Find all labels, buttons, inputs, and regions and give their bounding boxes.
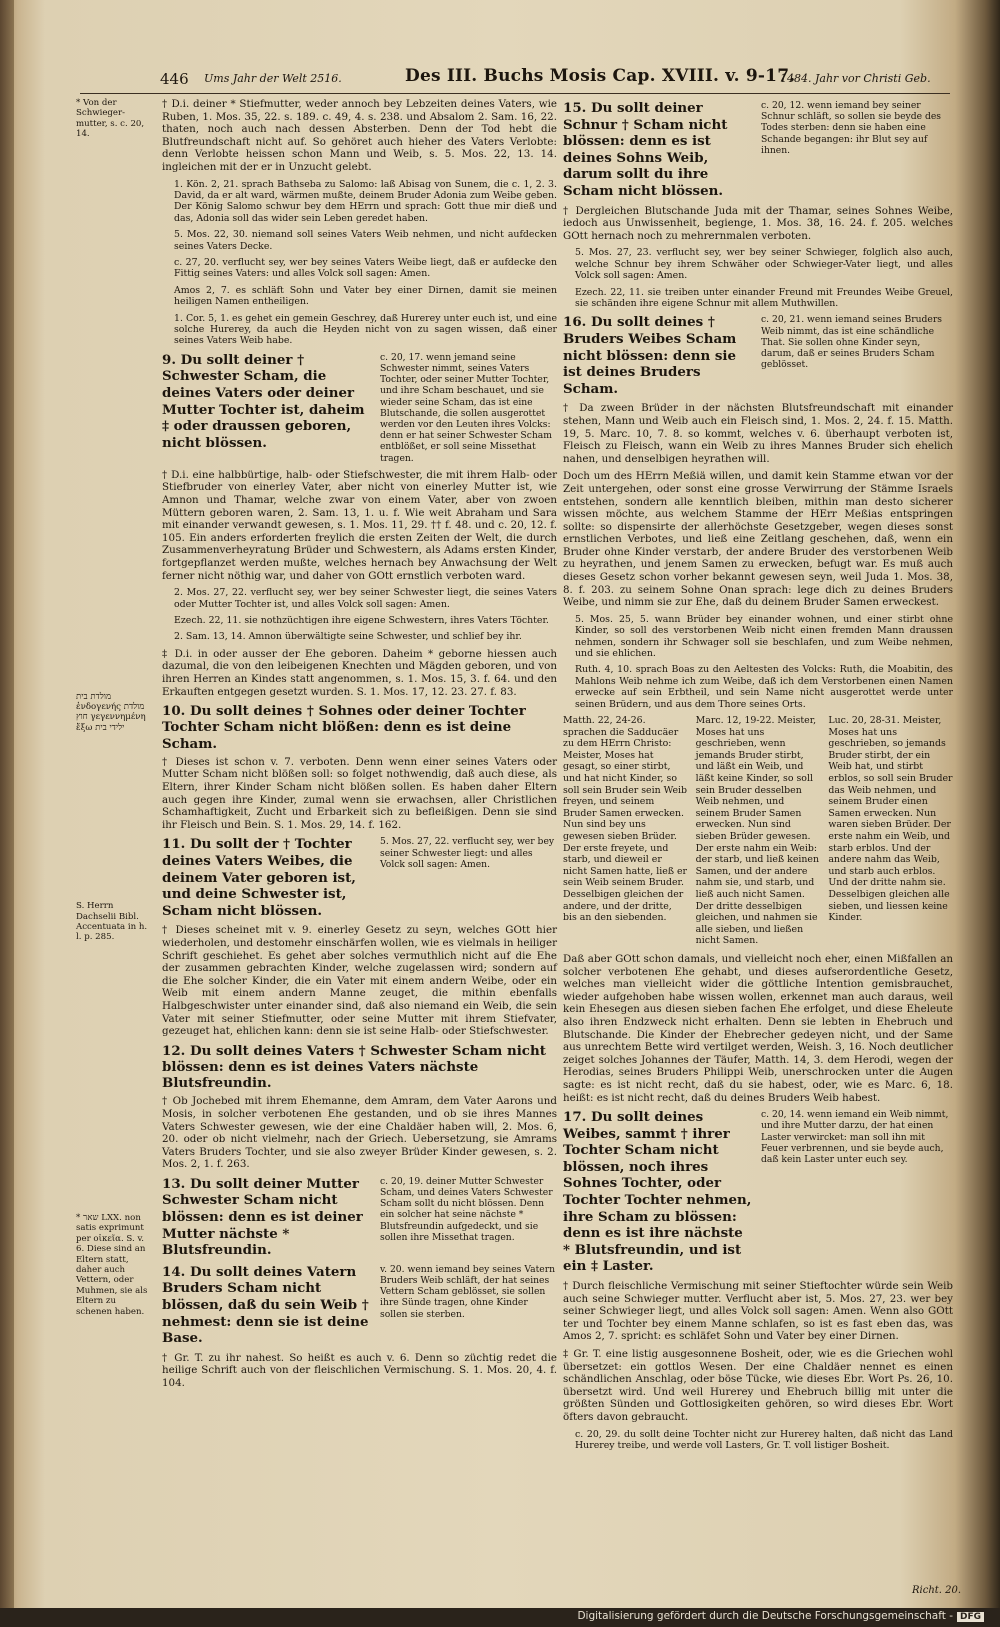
note-paragraph: ‡ D.i. in oder ausser der Ehe geboren. Daheim * geborne hiessen auch dazumal, die von den leibeigenen Knechten und Mägden geboren, und von ihren Herren an Kindes statt angenommen, s. 1. Mos. 15, 3. f. 64. und den Erkauften entgegen gesetzt wurden. S. 1. Mos. 17, 12. 23. 27. f. 83. <box>162 647 557 698</box>
note-paragraph: † Ob Jochebed mit ihrem Ehemanne, dem Amram, dem Vater Aarons und Mosis, in solcher verbotenen Ehe gestanden, und ob sie ihres Mannes Vaters Schwester gewesen, wie der eine Chaldäer haben will, 2. Mos. 6, 20. oder ob nicht vielmehr, nach der Griech. Uebersetzung, sie Amrams Vaters Bruders Tochter, und sie also zweyer Brüder Kinder gewesen, s. 2. Mos. 2, 1. f. 263. <box>162 1095 557 1171</box>
cross-reference: 2. Mos. 27, 22. verflucht sey, wer bey seiner Schwester liegt, die seines Vaters oder Mutter Tochter ist, und alles Volck soll sagen: Amen. <box>174 587 557 610</box>
verse-15-reference: c. 20, 12. wenn iemand bey seiner Schnur schläft, so sollen sie beyde des Todes sterben: denn sie haben eine Schande begangen: ihr Blut sey auf ihnen. <box>761 100 941 156</box>
catchword: Richt. 20. <box>912 1585 962 1596</box>
verse-15-block <box>563 100 953 200</box>
verse-16-block <box>563 314 953 397</box>
verse-13-reference: c. 20, 19. deiner Mutter Schwester Scham, und deines Vaters Schwester Scham sollt du nicht blössen. Denn ein solcher hat seine nächste * Blutsfreundin aufgedeckt, und sie sollen ihre Missethat tragen. <box>380 1175 553 1243</box>
right-column <box>563 98 953 1456</box>
verse-9-block <box>162 352 557 464</box>
gospel-matthew: Matth. 22, 24-26. sprachen die Sadducäer zu dem HErrn Christo: Meister, Moses hat gesagt, so einer stirbt, und hat nicht Kinder, so soll sein Bruder sein Weib freyen, und seinem Bruder Samen erwecken. Nun sind bey uns gewesen sieben Brüder. Der erste freyete, und starb, und dieweil er nicht Samen hatte, ließ er sein Weib seinem Bruder. Desselbigen gleichen der andere, und der dritte, bis an den siebenden. <box>563 715 688 924</box>
verse-12: 12. Du sollt deines Vaters † Schwester Scham nicht blössen: denn es ist deines Vaters nächste Blutsfreundin. <box>162 1042 546 1092</box>
page-header <box>160 66 950 96</box>
verse-16-reference: c. 20, 21. wenn iemand seines Bruders Weib nimmt, das ist eine schändliche That. Sie sollen ohne Kinder seyn, darum, daß er seines Bruders Scham geblösset. <box>761 314 942 371</box>
verse-17: 17. Du sollt deines Weibes, sammt † ihrer Tochter Scham nicht blössen, noch ihres Sohnes Tochter, oder Tochter Tochter nehmen, ihre Scham zu blössen: denn es ist ihre nächste * Blutsfreundin, und ist ein ‡ Laster. <box>563 1109 752 1275</box>
margin-note: S. Herrn Dachselii Bibl. Accentuata in h. l. p. 285. <box>76 901 148 943</box>
cross-reference: 1. Cor. 5, 1. es gehet ein gemein Geschrey, daß Hurerey unter euch ist, und eine solche Hurerey, da auch die Heyden nicht von zu sagen wissen, daß einer seines Vaters Weib habe. <box>174 312 557 347</box>
note-paragraph: † D.i. eine halbbürtige, halb- oder Stiefschwester, die mit ihrem Halb- oder Stiefbruder von einerley Vater, aber nicht von einerley Mutter ist, wie Amnon und Thamar, welche zwar von einem Vater, aber von zwoen Müttern geboren waren, 2. Sam. 13, 1. u. f. Wie weit Abraham und Sara mit einander verwandt gewesen, s. 1. Mos. 11, 29. †† f. 48. und c. 20, 12. f. 105. Ein anders erforderten freylich die ersten Zeiten der Welt, die durch Zusammenverheyratung Brüder und Schwestern, als Adams ersten Kinder, fortgepflanzet werden mußte, welches hernach bey Anwachsung der Welt ferner nicht nöthig war, und daher von GOtt ernstlich verboten ward. <box>162 468 557 582</box>
verse-11-reference: 5. Mos. 27, 22. verflucht sey, wer bey seiner Schwester liegt: und alles Volck soll sagen: Amen. <box>380 836 555 870</box>
digitization-footer <box>577 1610 984 1622</box>
margin-note: מולדת בית ἐνδογενής מולדת חוץ γεγεννημένη ἔξω ילידי בית <box>76 691 146 733</box>
margin-note: * שאר LXX. non satis exprimunt per οἰκεῖα. S. v. 6. Diese sind an Eltern statt, daher auch Vettern, oder Muhmen, sie als Eltern zu schenen haben. <box>76 1212 148 1317</box>
verse-11-block <box>162 836 557 919</box>
note-paragraph: † Durch fleischliche Vermischung mit seiner Stieftochter würde sein Weib auch seine Schwieger mutter. Verflucht aber ist, 5. Mos. 27, 23. wer bey seiner Schwieger liegt, und alles Volck soll sagen: Amen. Wenn also GOtt ter und Tochter bey einem Manne schlafen, so ist es fast eben das, was Amos 2, 7. spricht: es schläfet Sohn und Vater bey einer Dirnen. <box>563 1280 953 1343</box>
note-paragraph: ‡ Gr. T. eine listig ausgesonnene Bosheit, oder, wie es die Griechen wohl übersetzet: ein gottlos Wesen. Der eine Chaldäer nennet es einen schändlichen Anschlag, oder böse Tücke, wie dieses Ebr. Wort Ps. 26, 10. übersetzt wird. Und weil Hurerey und Ehebruch billig mit unter die größten Sünden und Gottlosigkeiten gehören, so wird dieses Ebr. Wort öfters davon gebraucht. <box>563 1348 953 1423</box>
cross-reference: 1. Kön. 2, 21. sprach Bathseba zu Salomo: laß Abisag von Sunem, die c. 1, 2. 3. David, da er alt ward, wärmen mußte, deinem Bruder Adonia zum Weibe geben. Der König Salomo schwur bey dem HErrn und sprach: Gott thue mir dieß und das, Adonia soll das wider sein Leben geredet haben. <box>174 178 557 224</box>
header-year: Ums Jahr der Welt 2516. <box>204 72 342 85</box>
cross-reference: Ruth. 4, 10. sprach Boas zu den Aeltesten des Volcks: Ruth, die Moabitin, des Mahlons Weib nehme ich zum Weibe, daß ich dem Verstorbenen einen Namen erwecke auf sein Erbtheil, und sein Name nicht ausgerottet werde unter seinen Brüdern, und aus dem Thore seines Orts. <box>575 664 953 710</box>
verse-11: 11. Du sollt der † Tochter deines Vaters Weibes, die deinem Vater geboren ist, und deine Schwester ist, Scham nicht blössen. <box>162 836 356 919</box>
verse-14-block <box>162 1264 557 1347</box>
verse-13: 13. Du sollt deiner Mutter Schwester Scham nicht blössen: denn es ist deiner Mutter nächste * Blutsfreundin. <box>162 1175 363 1259</box>
note-paragraph: † Da zween Brüder in der nächsten Blutsfreundschaft mit einander stehen, Mann und Weib auch ein Fleisch sind, 1. Mos. 2, 24. f. 15. Matth. 19, 5. Marc. 10, 7. 8. so kommt, welches v. 6. überhaupt verboten ist, Fleisch zu Fleisch, wann ein Weib zu ihres Mannes Bruder sich ehelich nahen, und denselbigen heyrathen will. <box>563 402 953 465</box>
dfg-logo: DFG <box>957 1612 984 1622</box>
cross-reference: c. 20, 29. du sollt deine Tochter nicht zur Hurerey halten, daß nicht das Land Hurerey treibe, und werde voll Lasters, Gr. T. voll listiger Bosheit. <box>575 1428 953 1451</box>
note-paragraph: † Gr. T. zu ihr nahest. So heißt es auch v. 6. Denn so züchtig redet die heilige Schrift auch von der fleischlichen Vermischung. S. 1. Mos. 20, 4. f. 104. <box>162 1351 557 1389</box>
margin-note: * Von der Schwieger-mutter, s. c. 20, 14. <box>76 98 145 140</box>
verse-17-reference: c. 20, 14. wenn iemand ein Weib nimmt, und ihre Mutter darzu, der hat einen Laster verwircket: man soll ihn mit Feuer verbrennen, und sie beyde auch, daß kein Laster unter euch sey. <box>761 1109 949 1165</box>
verse-16: 16. Du sollt deines † Bruders Weibes Scham nicht blössen: denn sie ist deines Bruders Scham. <box>563 314 737 397</box>
gospel-parallels <box>563 715 953 947</box>
verse-17-block <box>563 1109 953 1275</box>
cross-reference: 5. Mos. 27, 23. verflucht sey, wer bey seiner Schwieger, folglich also auch, welche Schnur bey ihrem Schwäher oder Schwieger-Vater liegt, und alles Volck soll sagen: Amen. <box>575 247 953 282</box>
verse-15: 15. Du sollt deiner Schnur † Scham nicht blössen: denn es ist deines Sohns Weib, darum sollt du ihre Scham nicht blössen. <box>563 100 728 199</box>
note-paragraph: Daß aber GOtt schon damals, und vielleicht noch eher, einen Mißfallen an solcher verbotenen Ehe gehabt, und dieses aufserordentliche Gesetz, welches man vielleicht wider die göttliche Intention gemisbrauchet, wieder aufgehoben habe wissen wollen, erkennet man auch daraus, weil kein Ehesegen aus diesen sieben fachen Ehe erfolget, und diese Eheleute also ihren Endzweck nicht erhalten. Denn sie lebten in Ehebruch und Blutschande. Die Kinder der Ehebrecher gedeyen nicht, und der Same aus unrechtem Bette wird vertilget werden, Weish. 3, 16. Noch deutlicher zeiget solches Johannes der Täufer, Matth. 14, 3. dem Herodi, wegen der Herodias, seines Bruders Philippi Weib, unerschrocken unter die Augen sagte: es ist nicht recht, daß du sie habest, oder, wie es Marc. 6, 18. heißt: es ist nicht recht, daß du deines Bruders Weib habest. <box>563 952 953 1104</box>
note-paragraph: † Dergleichen Blutschande Juda mit der Thamar, seines Sohnes Weibe, iedoch aus Unwissenheit, begienge, 1. Mos. 38, 16. 24. f. 205. welches GOtt hernach noch zu mehrernmalen verboten. <box>563 204 953 242</box>
cross-reference: 2. Sam. 13, 14. Amnon überwältigte seine Schwester, und schlief bey ihr. <box>174 631 522 643</box>
verse-9: 9. Du sollt deiner † Schwester Scham, die deines Vaters oder deiner Mutter Tochter ist, daheim ‡ oder draussen geboren, nicht blössen. <box>162 351 365 451</box>
cross-reference: 5. Mos. 22, 30. niemand soll seines Vaters Weib nehmen, und nicht aufdecken seines Vaters Decke. <box>174 229 557 252</box>
verse-10: 10. Du sollt deines † Sohnes oder deiner Tochter Tochter Scham nicht blößen: denn es ist deine Scham. <box>162 703 526 752</box>
footer-text: Digitalisierung gefördert durch die Deutsche Forschungsgemeinschaft - <box>577 1610 953 1622</box>
header-rule <box>80 93 950 94</box>
verse-14: 14. Du sollt deines Vatern Bruders Scham nicht blössen, daß du sein Weib † nehmest: denn sie ist deine Base. <box>162 1263 369 1347</box>
gospel-mark: Marc. 12, 19-22. Meister, Moses hat uns geschrieben, wenn jemands Bruder stirbt, und läßt ein Weib, und läßt keine Kinder, so soll sein Bruder desselben Weib nehmen, und seinem Bruder Samen erwecken. Nun sind sieben Brüder gewesen. Der erste nahm ein Weib: der starb, und ließ keinen Samen, und der andere nahm sie, und starb, und ließ auch nicht Samen. Der dritte desselbigen gleichen, und nahmen sie alle sieben, und ließen nicht Samen. <box>695 715 819 947</box>
verse-9-reference: c. 20, 17. wenn jemand seine Schwester nimmt, seines Vaters Tochter, oder seiner Mutter Tochter, und ihre Scham beschauet, und sie wieder seine Scham, das ist eine Blutschande, die sollen ausgerottet werden vor den Leuten ihres Volcks: denn er hat seiner Schwester Scham entblößet, er soll seine Missethat tragen. <box>380 351 552 464</box>
note-paragraph: † D.i. deiner * Stiefmutter, weder annoch bey Lebzeiten deines Vaters, wie Ruben, 1. Mos. 35, 22. s. 189. c. 49, 4. s. 238. und Absalom 2. Sam. 16, 22. thaten, noch auch nach dessen Absterben. Denn der Tod hebt die Blutfreundschaft nicht auf. So gehöret auch hieher des Vaters Verlobte: denn Verlobte heissen schon Mann und Weib, s. 5. Mos. 22, 13. 14. ingleichen mit der er in Unzucht gelebt. <box>162 98 557 173</box>
cross-reference: Ezech. 22, 11. sie treiben unter einander Freund mit Freundes Weibe Greuel, sie schänden ihre eigene Schnur mit allem Muthwillen. <box>575 286 953 309</box>
verse-14-reference: v. 20. wenn iemand bey seines Vatern Bruders Weib schläft, der hat seines Vettern Scham geblösset, sie sollen ihre Sünde tragen, ohne Kinder sollen sie sterben. <box>380 1263 556 1320</box>
book-spine-shadow <box>0 0 14 1627</box>
gospel-luke: Luc. 20, 28-31. Meister, Moses hat uns geschrieben, so jemands Bruder stirbt, der ein Weib hat, und stirbt erblos, so soll sein Bruder das Weib nehmen, und seinem Bruder einen Samen erwecken. Nun waren sieben Brüder. Der erste nahm ein Weib, und starb erblos. Und der andere nahm das Weib, und starb auch erblos. Und der dritte nahm sie. Desselbigen gleichen alle sieben, und liessen keine Kinder. <box>828 715 953 924</box>
cross-reference: c. 27, 20. verflucht sey, wer bey seines Vaters Weibe liegt, daß er aufdecke den Fittig seines Vaters: und alles Volck soll sagen: Amen. <box>174 257 557 280</box>
verse-13-block <box>162 1176 557 1259</box>
cross-reference: Amos 2, 7. es schläft Sohn und Vater bey einer Dirnen, damit sie meinen heiligen Namen entheiligen. <box>174 284 557 308</box>
note-paragraph: † Dieses scheinet mit v. 9. einerley Gesetz zu seyn, welches GOtt hier wiederholen, und destomehr einschärfen wollen, wie es vielmals in heiliger Schrift geschiehet. Es gehet aber solches vermuthlich nicht auf die Ehe der zusammen gebrachten Kinder, welche zugelassen wird; sondern auf die Ehe solcher Kinder, die ein Vater mit einem andern Weibe, oder ein Weib mit einem andern Manne zeuget, die mithin ebenfalls Halbgeschwister unter einander sind, daß also niemand ein Weib, die sein Vater mit seiner Stiefmutter, oder seine Mutter mit ihrem Stiefvater, gezeuget hat, ehlichen kann: denn sie ist seine Halb- oder Stiefschwester. <box>162 924 557 1038</box>
running-title: Des III. Buchs Mosis Cap. XVIII. v. 9-17. <box>405 66 796 86</box>
note-paragraph: Doch um des HErrn Meßiä willen, und damit kein Stamme etwan vor der Zeit untergehen, oder sonst eine grosse Verwirrung der Stämme Israels entstehen, sondern alle kenntlich bleiben, mithin man desto sicherer wissen möchte, aus welchem Stamme der HErr Meßias entspringen sollte: so dispensirte der allerhöchste Gesetzgeber, wegen dieses sonst ernstlichen Verbotes, und ließ eine Zeitlang geschehen, daß, wenn ein Bruder ohne Kinder verstarb, der andere Bruder des verstorbenen Weib zu heyrathen, und jenem Samen zu erwecken, befugt war. Es muß auch dieses Gesetz schon vorher bekannt gewesen seyn, weil Juda 1. Mos. 38, 8. f. 203. zu seinem Sohne Onan sprach: lege dich zu deines Bruders Weibe, und nimm sie zur Ehe, daß du deinem Bruder Samen erweckest. <box>563 470 953 609</box>
header-right-year: 1484. Jahr vor Christi Geb. <box>780 72 931 85</box>
left-column <box>162 98 557 1395</box>
cross-reference: Ezech. 22, 11. sie nothzüchtigen ihre eigene Schwestern, ihres Vaters Töchter. <box>174 615 549 627</box>
cross-reference: 5. Mos. 25, 5. wann Brüder bey einander wohnen, und einer stirbt ohne Kinder, so soll des verstorbenen Weib nicht einen fremden Mann draussen nehmen, sondern ihr Schwager soll sie beschlafen, und zum Weibe nehmen, und sie ehlichen. <box>575 613 953 660</box>
note-paragraph: † Dieses ist schon v. 7. verboten. Denn wenn einer seines Vaters oder Mutter Scham nicht blößen soll: so folget nothwendig, daß auch diese, als Eltern, ihrer Kinder Scham nicht blößen sollen. Es haben daher Eltern auch gegen ihre Kinder, zumal wenn sie erwachsen, aller Christlichen Schamhaftigkeit, Zucht und Erbarkeit sich zu befleißigen. Denn sie sind ihr Fleisch und Bein. S. 1. Mos. 29, 14. f. 162. <box>162 755 557 831</box>
margin-notes <box>76 98 154 1325</box>
page-number: 446 <box>160 70 189 88</box>
